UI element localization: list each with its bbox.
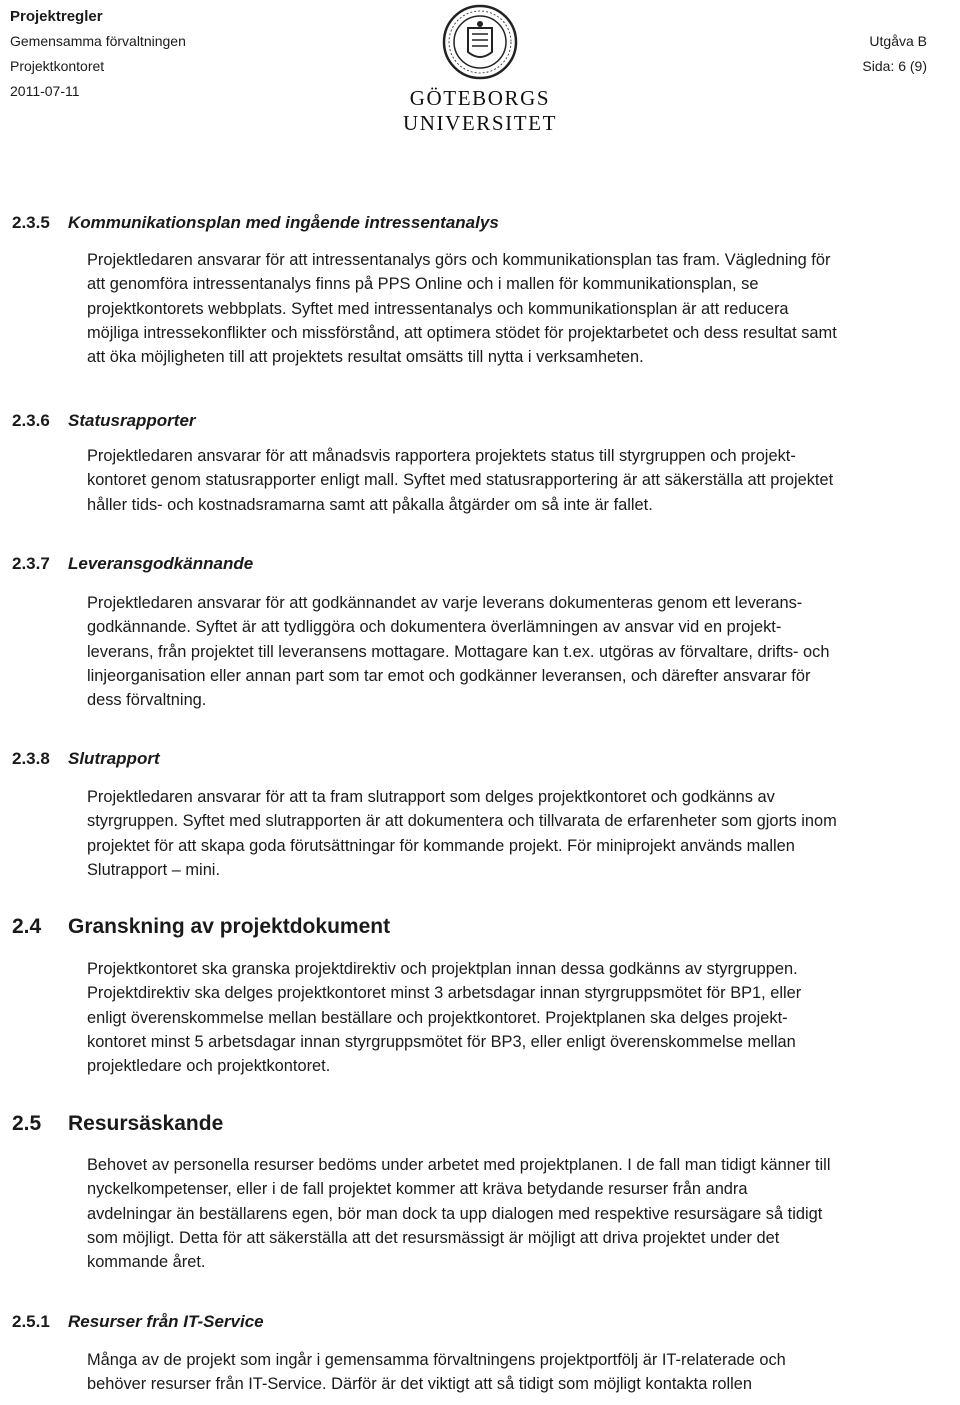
text-line: projektledare och projektkontoret. bbox=[87, 1057, 331, 1076]
text-line: enligt överenskommelse mellan beställare och projektkontoret. Projektplanen ska delges projekt- bbox=[87, 1008, 788, 1027]
section-number: 2.4 bbox=[12, 915, 42, 938]
section-number: 2.5.1 bbox=[12, 1312, 50, 1331]
edition: Utgåva B bbox=[869, 33, 927, 49]
text-line: som möjligt. Detta för att säkerställa att det resursmässigt är möjligt att driva projektet under det bbox=[87, 1228, 780, 1247]
section-number: 2.3.7 bbox=[12, 554, 50, 573]
section-body-2-4 bbox=[87, 957, 960, 1078]
university-seal-logo bbox=[442, 4, 518, 80]
section-heading-2-5 bbox=[12, 1112, 223, 1136]
section-heading-2-5-1 bbox=[12, 1312, 264, 1332]
section-body-2-3-7 bbox=[87, 591, 960, 712]
text-line: linjeorganisation eller annan part som tar emot och godkänner leveransen, och därefter ansvarar för bbox=[87, 666, 811, 685]
section-number: 2.3.5 bbox=[12, 213, 50, 232]
text-line: projektet för att skapa goda förutsättningar för kommande projekt. För miniprojekt används mallen bbox=[87, 836, 795, 855]
header-left bbox=[10, 4, 186, 104]
text-line: kontoret genom statusrapporter enligt mall. Syftet med statusrapportering är att säkerställa att projektet bbox=[87, 471, 834, 490]
text-line: Projektledaren ansvarar för att intressentanalys görs och kommunikationsplan tas fram. Vägledning för bbox=[87, 251, 831, 269]
text-line: godkännande. Syftet är att tydliggöra och dokumentera överlämningen av ansvar vid en projekt- bbox=[87, 618, 782, 637]
document-date: 2011-07-11 bbox=[10, 83, 80, 99]
text-line: nyckelkompetenser, eller i de fall projektet kommer att kräva betydande resurser från andra bbox=[87, 1180, 748, 1199]
office-name: Projektkontoret bbox=[10, 58, 105, 74]
header-right bbox=[862, 29, 927, 79]
page-number: Sida: 6 (9) bbox=[862, 58, 927, 74]
section-number: 2.3.8 bbox=[12, 749, 50, 768]
text-line: Behovet av personella resurser bedöms under arbetet med projektplanen. I de fall man tidigt känner till bbox=[87, 1156, 831, 1174]
section-body-2-5-1 bbox=[87, 1348, 960, 1397]
section-heading-2-3-7 bbox=[12, 554, 253, 574]
text-line: Projektledaren ansvarar för att ta fram slutrapport som delges projektkontoret och godkänns av bbox=[87, 788, 775, 806]
text-line: leverans, från projektet till leveransens mottagare. Mottagare kan t.ex. utgöras av förvaltare, drifts- och bbox=[87, 642, 830, 661]
text-line: behöver resurser från IT-Service. Därför är det viktigt att så tidigt som möjligt kontakta rollen bbox=[87, 1375, 752, 1394]
organization-name: Gemensamma förvaltningen bbox=[10, 33, 186, 49]
section-heading-2-3-6 bbox=[12, 411, 196, 431]
university-name: GÖTEBORGS UNIVERSITET bbox=[402, 86, 558, 135]
text-line: styrgruppen. Syftet med slutrapporten är att dokumentera och tillvarata de erfarenheter som gjorts inom bbox=[87, 812, 837, 831]
text-line: kontoret minst 5 arbetsdagar innan styrgruppsmötet för BP3, eller enligt överenskommelse mellan bbox=[87, 1032, 796, 1051]
text-line: kommande året. bbox=[87, 1253, 206, 1272]
section-body-2-3-6 bbox=[87, 444, 960, 517]
text-line: avdelningar än beställarens egen, bör man dock ta upp dialogen med respektive resursägare så tidigt bbox=[87, 1204, 823, 1223]
text-line: Projektledaren ansvarar för att godkännandet av varje leverans dokumenteras genom ett leverans- bbox=[87, 594, 803, 612]
section-number: 2.5 bbox=[12, 1112, 42, 1135]
text-line: Projektdirektiv ska delges projektkontoret minst 3 arbetsdagar innan styrgruppsmötet för BP1, eller bbox=[87, 984, 802, 1003]
section-title: Resurser från IT-Service bbox=[68, 1312, 264, 1331]
text-line: Projektledaren ansvarar för att månadsvis rapportera projektets status till styrgruppen och projekt- bbox=[87, 447, 796, 465]
section-body-2-3-5 bbox=[87, 248, 960, 369]
section-heading-2-3-8 bbox=[12, 749, 160, 769]
text-line: Många av de projekt som ingår i gemensamma förvaltningens projektportfölj är IT-relaterade och bbox=[87, 1351, 786, 1369]
section-body-2-5 bbox=[87, 1153, 960, 1274]
section-title: Granskning av projektdokument bbox=[68, 915, 391, 938]
section-title: Kommunikationsplan med ingående intressentanalys bbox=[68, 213, 499, 232]
section-body-2-3-8 bbox=[87, 785, 960, 882]
text-line: att öka möjligheten till att projektets resultat omsätts till nytta i verksamheten. bbox=[87, 348, 644, 367]
section-title: Leveransgodkännande bbox=[68, 554, 254, 573]
text-line: dess förvaltning. bbox=[87, 691, 207, 710]
section-heading-2-4 bbox=[12, 915, 390, 939]
text-line: projektkontorets webbplats. Syftet med intressentanalys och kommunikationsplan är att reducera bbox=[87, 299, 789, 318]
text-line: att genomföra intressentanalys finns på PPS Online och i mallen för kommunikationsplan, se bbox=[87, 275, 759, 294]
section-title: Statusrapporter bbox=[68, 411, 196, 430]
text-line: Projektkontoret ska granska projektdirektiv och projektplan innan dessa godkänns av styrgruppen. bbox=[87, 960, 798, 978]
section-title: Resursäskande bbox=[68, 1112, 224, 1135]
document-title: Projektregler bbox=[10, 8, 103, 25]
text-line: möjliga intressekonflikter och missförstånd, att optimera stödet för projektarbetet och dess resultat samt bbox=[87, 323, 837, 342]
section-number: 2.3.6 bbox=[12, 411, 50, 430]
text-line: håller tids- och kostnadsramarna samt att påkalla åtgärder om så inte är fallet. bbox=[87, 495, 653, 514]
section-title: Slutrapport bbox=[68, 749, 160, 768]
text-line: Slutrapport – mini. bbox=[87, 860, 221, 879]
section-heading-2-3-5 bbox=[12, 213, 499, 233]
